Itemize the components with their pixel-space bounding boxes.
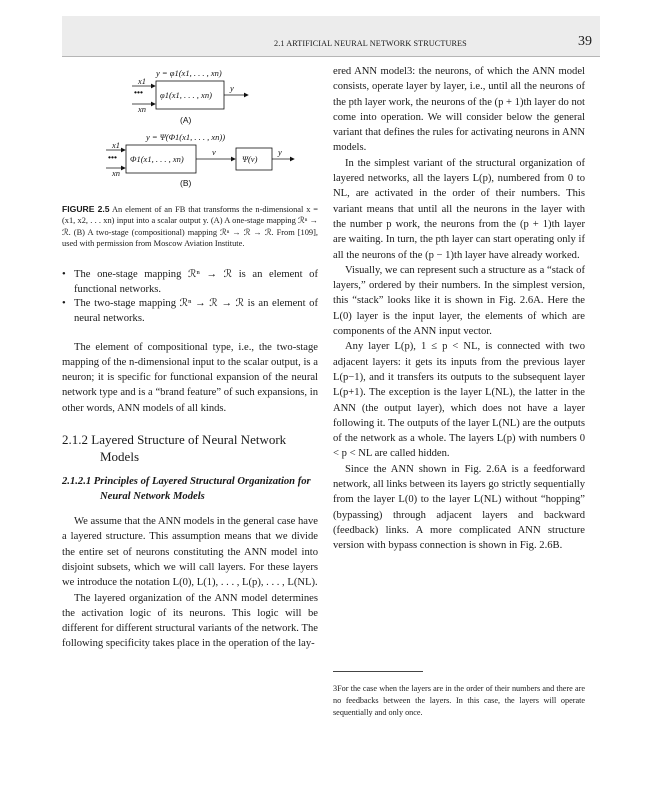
- footnote: 3For the case when the layers are in the order of their numbers and there are no feedbacks between the layers. In this case, the layers will operate sequentially and only once.: [333, 684, 585, 717]
- panel-b-y: y: [278, 147, 282, 157]
- section-heading: 2.1.2 Layered Structure of Neural Network Models: [62, 432, 287, 464]
- running-title: 2.1 ARTIFICIAL NEURAL NETWORK STRUCTURES: [274, 39, 467, 48]
- bullet-item: • The one-stage mapping ℛⁿ → ℛ is an element of functional networks.: [62, 268, 318, 297]
- panel-b-label: (B): [180, 178, 192, 188]
- subsection-heading: 2.1.2.1 Principles of Layered Structural Organization for Neural Network Models: [62, 476, 311, 502]
- right-column: [333, 64, 585, 554]
- panel-a-xn: xn: [138, 104, 147, 114]
- running-head: [62, 16, 600, 57]
- panel-a-y: y: [230, 83, 234, 93]
- paragraph: The element of compositional type, i.e., the two-stage mapping of the n-dimensional input to the scalar output, is a neuron; it is specific for functional expansion of the neural network type and is a “brand feature” of such expansions, in other words, ANN models of all kinds.: [62, 341, 318, 414]
- figure-caption-text: An element of an FB that transforms the n-dimensional x = (x1, x2, . . . xn) input into a scalar output y. (A) A one-stage mapping ℛⁿ → ℛ. (B) A two-stage (compositional) mapping ℛⁿ → ℛ → ℛ. From [109], used with permission from Moscow Aviation Institute.: [62, 205, 318, 248]
- figure-caption: [62, 204, 318, 249]
- figure-2-5: [62, 64, 318, 249]
- paragraph: Any layer L(p), 1 ≤ p < NL, is connected with two adjacent layers: it gets its inputs from the previous layer L(p−1), and it transfers its outputs to the subsequent layer L(p+1). The exception is the layer L(NL), the latter in the ANN (the output layer), which does not have a layer following it. The outputs of the layer L(NL) are the outputs of the network as a whole. The layers L(p) with numbers 0 < p < NL are called hidden.: [333, 341, 585, 460]
- paragraph: Since the ANN shown in Fig. 2.6A is a feedforward network, all links between its layers go strictly sequentially from the layer L(0) to the layer L(NL) without “hopping” (bypassing) through adjacent layers and backward (feedback) links. A more complicated ANN structure version with bypass connection is shown in Fig. 2.6B.: [333, 463, 585, 552]
- panel-b-xn: xn: [112, 168, 121, 178]
- panel-b-dots: •••: [108, 152, 117, 162]
- panel-a-label: (A): [180, 115, 192, 125]
- panel-b-x1: x1: [112, 140, 121, 150]
- left-column: [62, 64, 318, 652]
- panel-b-block2-label: Ψ(v): [242, 154, 258, 164]
- panel-b-block1-label: Φ1(x1, . . . , xn): [130, 154, 184, 164]
- diagram-panel-a: [132, 68, 248, 125]
- panel-a-formula: y = φ1(x1, . . . , xn): [156, 68, 222, 78]
- bullet-item: • The two-stage mapping ℛⁿ → ℛ → ℛ is an element of neural networks.: [62, 297, 318, 326]
- page-number: 39: [578, 34, 592, 49]
- bullet-list: [62, 268, 318, 326]
- panel-b-v: v: [212, 147, 216, 157]
- paragraph: Visually, we can represent such a structure as a “stack of layers,” ordered by their numbers. In the simplest version, this “stack” looks like it is shown in Fig. 2.6A. Here the L(0) layer is the input layer, the elements of which are components of the ANN input vector.: [333, 264, 585, 338]
- panel-a-block-label: φ1(x1, . . . , xn): [160, 90, 212, 100]
- paragraph: The layered organization of the ANN model determines the activation logic of its neurons. This logic will be different for different structural variants of the network. The following specificity takes place in the operation of the lay-: [62, 592, 318, 650]
- figure-diagram: [62, 64, 318, 192]
- paragraph: ered ANN model3: the neurons, of which the ANN model consists, operate layer by layer, i.e., until all the neurons of the pth layer work, the neurons of the (p + 1)th layer do not come into operation. We will consider below the general variant that defines the rules for activating neurons in ANN models.: [333, 66, 585, 154]
- paragraph: In the simplest variant of the structural organization of layered networks, all the layers L(p), numbered from 0 to NL, are activated in the order of their numbers. This variant means that until all the neurons in the layer with the number p work, the neurons from the (p + 1)th layer are waiting. In turn, the pth layer can start operating only if all the neurons of the (p − 1)th layer have already worked.: [333, 157, 585, 261]
- figure-caption-label: FIGURE 2.5: [62, 204, 110, 214]
- diagram-panel-b: [106, 132, 294, 188]
- panel-a-dots: •••: [134, 87, 143, 97]
- footnote-rule: [333, 671, 423, 672]
- panel-a-x1: x1: [138, 76, 147, 86]
- panel-b-formula: y = Ψ(Φ1(x1, . . . , xn)): [146, 132, 226, 142]
- paragraph: We assume that the ANN models in the general case have a layered structure. This assumption means that we divide the entire set of neurons constituting the ANN model into disjoint subsets, which we will call layers. For these layers we introduce the notation L(0), L(1), . . . , L(p), . . . , L(NL).: [62, 516, 318, 589]
